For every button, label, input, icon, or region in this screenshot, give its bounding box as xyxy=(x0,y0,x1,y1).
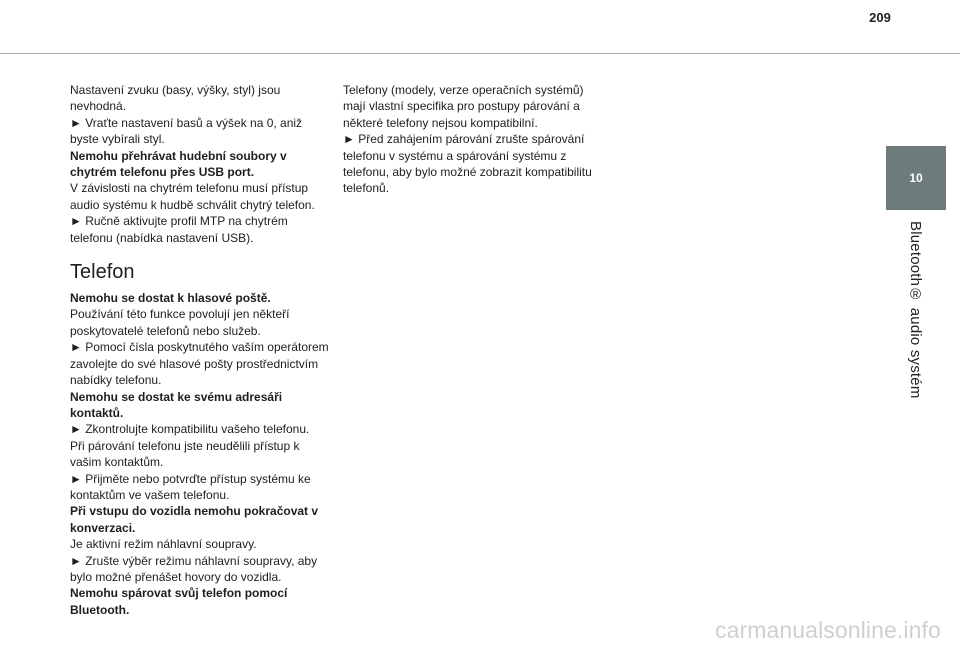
chapter-tab-title: Bluetooth® audio systém xyxy=(907,221,924,399)
paragraph: ► Zrušte výběr režimu náhlavní soupravy, aby bylo možné přenášet hovory do vozidla. xyxy=(70,553,318,584)
right-text-column xyxy=(343,82,605,197)
paragraph: ► Před zahájením párování zrušte spárování telefonu v systému a spárování systému z telefonu, aby bylo možné zobrazit kompatibilitu telefonů. xyxy=(343,132,592,196)
paragraph: ► Vraťte nastavení basů a výšek na 0, aniž byste vybírali styl. xyxy=(70,115,303,147)
paragraph: Používání této funkce povolují jen někteří poskytovatelé telefonů nebo služeb. xyxy=(70,307,290,338)
paragraph: ► Ručně aktivujte profil MTP na chytrém telefonu (nabídka nastavení USB). xyxy=(70,214,288,245)
paragraph: Telefony (modely, verze operačních systémů) mají vlastní specifika pro postupy párování a některé telefony nejsou kompatibilní. xyxy=(343,83,584,130)
paragraph: ► Pomocí čísla poskytnutého vaším operátorem zavolejte do své hlasové pošty prostřednictvím nabídky telefonu. xyxy=(70,340,329,388)
problem-heading: Při vstupu do vozidla nemohu pokračovat v konverzaci. xyxy=(70,504,319,535)
paragraph: Při párování telefonu jste neudělili přístup k vašim kontaktům. xyxy=(70,438,300,470)
watermark: carmanualsonline.info xyxy=(715,617,941,643)
page-number: 209 xyxy=(869,10,891,25)
paragraph: Nastavení zvuku (basy, výšky, styl) jsou nevhodná. xyxy=(70,83,281,114)
problem-heading: Nemohu spárovat svůj telefon pomocí Bluetooth. xyxy=(70,586,288,617)
problem-heading: Nemohu se dostat k hlasové poště. xyxy=(70,291,271,306)
section-heading: Telefon xyxy=(70,261,135,284)
problem-heading: Nemohu přehrávat hudební soubory v chytrém telefonu přes USB port. xyxy=(70,148,287,180)
paragraph: V závislosti na chytrém telefonu musí přístup audio systému k hudbě schválit chytrý telefon. xyxy=(70,181,315,212)
header-divider xyxy=(0,53,960,54)
paragraph: ► Přijměte nebo potvrďte přístup systému ke kontaktům ve vašem telefonu. xyxy=(70,471,311,502)
left-text-column xyxy=(70,82,332,618)
problem-heading: Nemohu se dostat ke svému adresáři kontaktů. xyxy=(70,389,283,420)
chapter-tab-number: 10 xyxy=(886,146,946,210)
paragraph: ► Zkontrolujte kompatibilitu vašeho telefonu. xyxy=(70,422,310,437)
paragraph: Je aktivní režim náhlavní soupravy. xyxy=(70,537,257,552)
